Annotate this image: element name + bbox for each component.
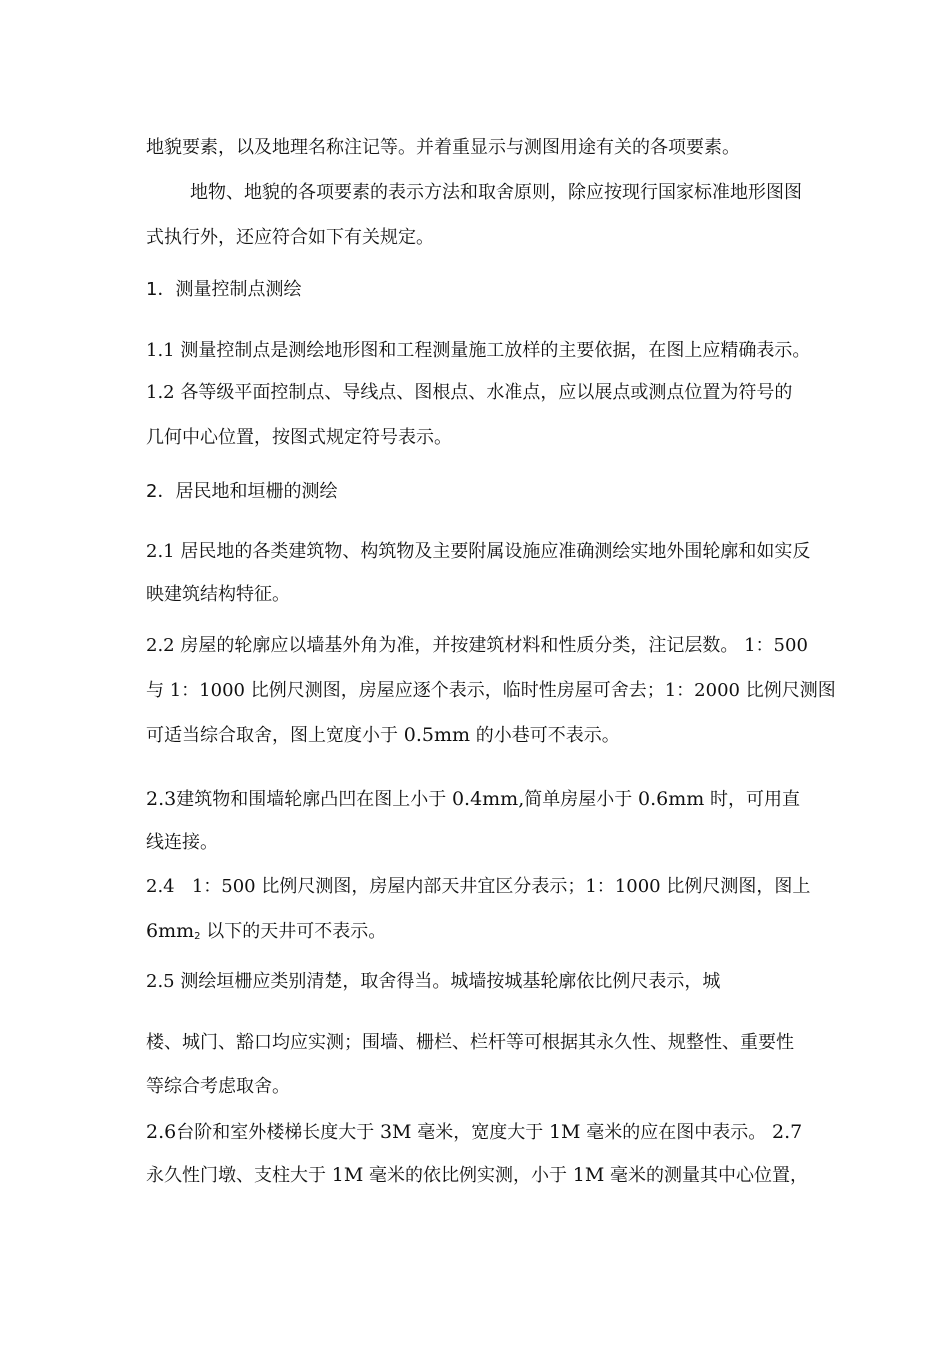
paragraph-line — [146, 680, 836, 702]
measurement-value: 0.6mm — [637, 788, 705, 810]
paragraph-line: 线连接。 — [146, 832, 218, 853]
paragraph-line — [146, 724, 620, 747]
clause-2-3 — [146, 788, 800, 811]
clause-number: 1.1 — [146, 340, 175, 361]
paragraph-line: 映建筑结构特征。 — [146, 584, 290, 605]
text-span: 简单房屋小于 — [524, 789, 633, 810]
text-span: 永久性门墩、支柱大于 — [146, 1165, 326, 1186]
section-heading-2: 2．居民地和垣栅的测绘 — [146, 481, 338, 502]
text-span: 比例尺测图，房屋内部天井宜区分表示； — [261, 876, 586, 897]
text-span: 毫米的测量其中心位置， — [610, 1165, 809, 1186]
clause-text: 测量控制点是测绘地形图和工程测量施工放样的主要依据，在图上应精确表示。 — [180, 340, 811, 361]
superscript: 2 — [194, 931, 201, 942]
clause-text: 各等级平面控制点、导线点、图根点、水准点，应以展点或测点位置为符号的 — [180, 382, 793, 403]
clause-text: 测绘垣栅应类别清楚，取舍得当。城墙按城基轮廓依比例尺表示，城 — [180, 971, 721, 992]
clause-number: 2.7 — [771, 1121, 803, 1143]
clause-2-5 — [146, 971, 720, 993]
text-span: 比例尺测图，房屋应逐个表示，临时性房屋可舍去； — [250, 680, 665, 701]
text-span: 台阶和室外楼梯长度大于 — [176, 1122, 375, 1143]
clause-number: 2.6 — [146, 1121, 177, 1143]
measurement-value: 1M — [572, 1164, 605, 1186]
text-span: 的小巷可不表示。 — [475, 725, 620, 746]
clause-2-2 — [146, 635, 808, 657]
text-span: 时，可用直 — [709, 789, 800, 810]
text-span: 比例尺测图，图上 — [666, 876, 811, 897]
text-span: 毫米的应在图中表示。 — [586, 1122, 767, 1143]
scale-ratio: 1：1000 — [585, 876, 661, 897]
clause-number: 1.2 — [146, 382, 175, 403]
section-heading-1: 1．测量控制点测绘 — [146, 279, 302, 300]
clause-number: 2.3 — [146, 788, 177, 810]
text-span: 可适当综合取舍，图上宽度小于 — [146, 725, 398, 746]
clause-2-6 — [146, 1121, 802, 1144]
text-span: 与 — [146, 680, 164, 701]
paragraph-line — [146, 920, 386, 946]
paragraph-line: 地物、地貌的各项要素的表示方法和取舍原则，除应按现行国家标准地形图图 — [190, 182, 802, 203]
paragraph-line: 地貌要素，以及地理名称注记等。并着重显示与测图用途有关的各项要素。 — [146, 137, 740, 158]
paragraph-line: 等综合考虑取舍。 — [146, 1076, 290, 1097]
scale-ratio: 1：2000 — [664, 680, 740, 701]
clause-text: 房屋的轮廓应以墙基外角为准，并按建筑材料和性质分类，注记层数。 — [180, 635, 739, 656]
clause-number: 2.4 — [146, 876, 175, 897]
clause-2-4 — [146, 876, 810, 898]
clause-number: 2.2 — [146, 635, 175, 656]
scale-ratio: 1：1000 — [169, 680, 245, 701]
measurement-value: 3M — [379, 1121, 412, 1143]
clause-1-2 — [146, 382, 792, 404]
text-span: 比例尺测图 — [745, 680, 836, 701]
text-span: 建筑物和围墙轮廓凸凹在图上小于 — [176, 789, 447, 810]
clause-1-1 — [146, 340, 810, 362]
clause-2-7 — [146, 1164, 808, 1187]
measurement-value: 6mm — [146, 920, 195, 942]
scale-ratio: 1：500 — [744, 635, 808, 656]
paragraph-line: 式执行外，还应符合如下有关规定。 — [146, 227, 434, 248]
text-span: 以下的天井可不表示。 — [206, 921, 387, 942]
clause-number: 2.1 — [146, 541, 175, 562]
scale-ratio: 1：500 — [191, 876, 256, 897]
clause-2-1 — [146, 541, 810, 563]
measurement-value: 1M — [548, 1121, 581, 1143]
clause-number: 2.5 — [146, 971, 175, 992]
paragraph-line: 楼、城门、豁口均应实测；围墙、栅栏、栏杆等可根据其永久性、规整性、重要性 — [146, 1032, 794, 1053]
text-span: 毫米的依比例实测，小于 — [369, 1165, 568, 1186]
measurement-value: 1M — [331, 1164, 364, 1186]
measurement-value: 0.5mm — [403, 724, 470, 746]
text-span: 毫米，宽度大于 — [417, 1122, 544, 1143]
paragraph-line: 几何中心位置，按图式规定符号表示。 — [146, 427, 452, 448]
measurement-value: 0.4mm, — [451, 788, 525, 810]
clause-text: 居民地的各类建筑物、构筑物及主要附属设施应准确测绘实地外围轮廓和如实反 — [180, 541, 811, 562]
